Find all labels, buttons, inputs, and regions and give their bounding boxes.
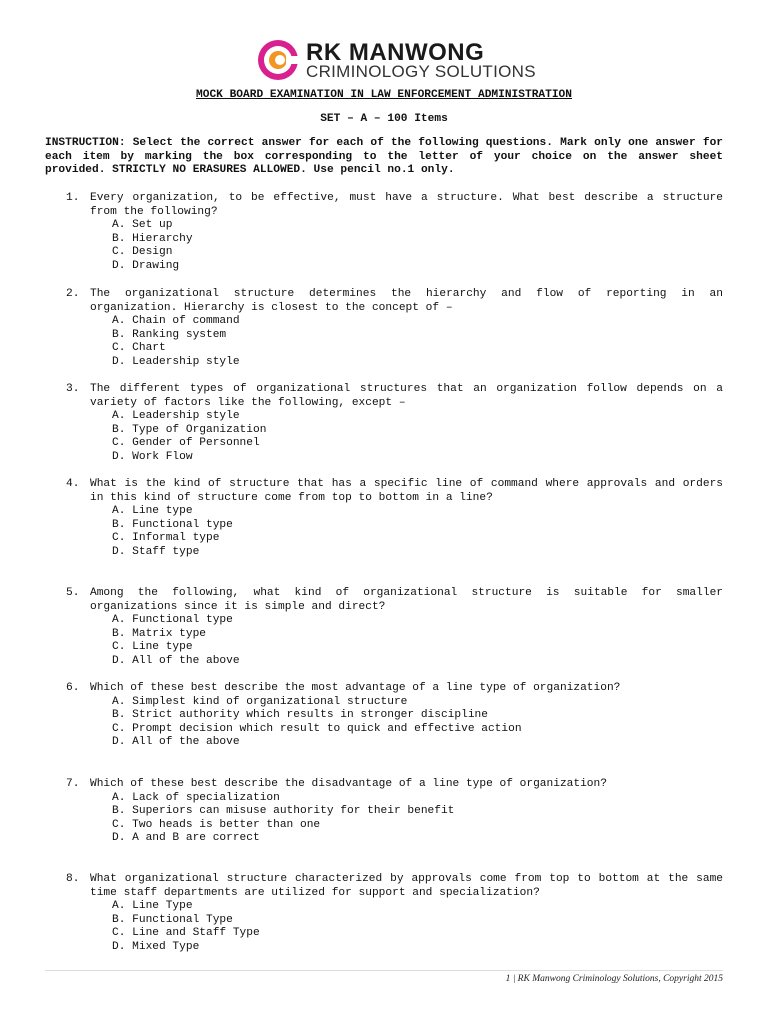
option-b: B. Superiors can misuse authority for their benefit <box>112 805 455 818</box>
option-d: D. Work Flow <box>112 450 193 463</box>
brand-subtitle: CRIMINOLOGY SOLUTIONS <box>306 62 536 81</box>
question-number: 1. <box>66 192 80 204</box>
option-c: C. Line and Staff Type <box>112 927 260 940</box>
option-d: D. A and B are correct <box>112 832 260 845</box>
option-d: D. Staff type <box>112 545 200 558</box>
instruction-paragraph <box>45 137 730 178</box>
option-list <box>112 696 723 750</box>
option-c: C. Gender of Personnel <box>112 437 260 450</box>
question-text: The organizational structure determines the hierarchy and flow of reporting in an organization. Hierarchy is closest to the concept of – <box>90 288 723 314</box>
question-item <box>66 682 723 750</box>
question-number: 3. <box>66 383 80 395</box>
option-d: D. Mixed Type <box>112 940 200 953</box>
page-footer: 1 | RK Manwong Criminology Solutions, Copyright 2015 <box>505 974 723 984</box>
option-b: B. Hierarchy <box>112 232 193 245</box>
question-item <box>66 288 723 370</box>
option-a: A. Chain of command <box>112 315 240 328</box>
option-c: C. Informal type <box>112 532 220 545</box>
question-item <box>66 192 723 274</box>
brand-logo <box>256 38 536 84</box>
option-a: A. Functional type <box>112 614 233 627</box>
instruction-text: INSTRUCTION: Select the correct answer for each of the following questions. Mark only one answer for each item by marking the box corresponding to the letter of your choice on the answer sheet provided. STRICTLY NO ERASURES ALLOWED. Use pencil no.1 only. <box>45 137 730 177</box>
option-c: C. Prompt decision which result to quick and effective action <box>112 722 522 735</box>
question-number: 5. <box>66 587 80 599</box>
question-text: Every organization, to be effective, must have a structure. What best describe a structure from the following? <box>90 192 723 218</box>
set-title: SET – A – 100 Items <box>320 113 448 125</box>
question-number: 4. <box>66 478 80 490</box>
option-a: A. Set up <box>112 219 173 232</box>
option-b: B. Matrix type <box>112 627 206 640</box>
option-a: A. Simplest kind of organizational structure <box>112 695 408 708</box>
question-text: The different types of organizational structures that an organization follow depends on a variety of factors like the following, except – <box>90 383 723 409</box>
option-c: C. Design <box>112 246 173 259</box>
question-number: 7. <box>66 778 80 790</box>
option-list <box>112 315 723 369</box>
question-number: 8. <box>66 873 80 885</box>
option-d: D. All of the above <box>112 736 240 749</box>
option-d: D. Leadership style <box>112 355 240 368</box>
logo-mark-icon <box>256 38 300 82</box>
option-list <box>112 900 723 954</box>
option-a: A. Leadership style <box>112 410 240 423</box>
option-b: B. Strict authority which results in stronger discipline <box>112 709 488 722</box>
question-item <box>66 383 723 465</box>
option-c: C. Line type <box>112 641 193 654</box>
question-number: 2. <box>66 288 80 300</box>
option-b: B. Type of Organization <box>112 423 267 436</box>
brand-name: RK MANWONG <box>306 39 485 66</box>
question-text: Which of these best describe the most advantage of a line type of organization? <box>90 682 621 694</box>
option-c: C. Chart <box>112 342 166 355</box>
exam-title: MOCK BOARD EXAMINATION IN LAW ENFORCEMENT ADMINISTRATION <box>196 89 572 101</box>
option-list <box>112 410 723 464</box>
option-list <box>112 505 723 559</box>
question-number: 6. <box>66 682 80 694</box>
footer-divider <box>45 970 723 971</box>
question-text: Which of these best describe the disadvantage of a line type of organization? <box>90 778 607 790</box>
option-list <box>112 792 723 846</box>
option-b: B. Functional type <box>112 518 233 531</box>
question-item <box>66 873 723 955</box>
option-c: C. Two heads is better than one <box>112 818 321 831</box>
option-list <box>112 614 723 668</box>
option-a: A. Lack of specialization <box>112 791 280 804</box>
question-text: What is the kind of structure that has a specific line of command where approvals and orders in this kind of structure come from top to bottom in a line? <box>90 478 723 504</box>
option-a: A. Line type <box>112 505 193 518</box>
question-text: Among the following, what kind of organizational structure is suitable for smaller organizations since it is simple and direct? <box>90 587 723 613</box>
question-item <box>66 587 723 669</box>
option-list <box>112 219 723 273</box>
option-b: B. Functional Type <box>112 913 233 926</box>
question-item <box>66 778 723 846</box>
option-b: B. Ranking system <box>112 328 227 341</box>
question-text: What organizational structure characterized by approvals come from top to bottom at the same time staff departments are utilized for support and specialization? <box>90 873 723 899</box>
question-item <box>66 478 723 560</box>
option-d: D. All of the above <box>112 654 240 667</box>
option-a: A. Line Type <box>112 900 193 913</box>
option-d: D. Drawing <box>112 259 180 272</box>
